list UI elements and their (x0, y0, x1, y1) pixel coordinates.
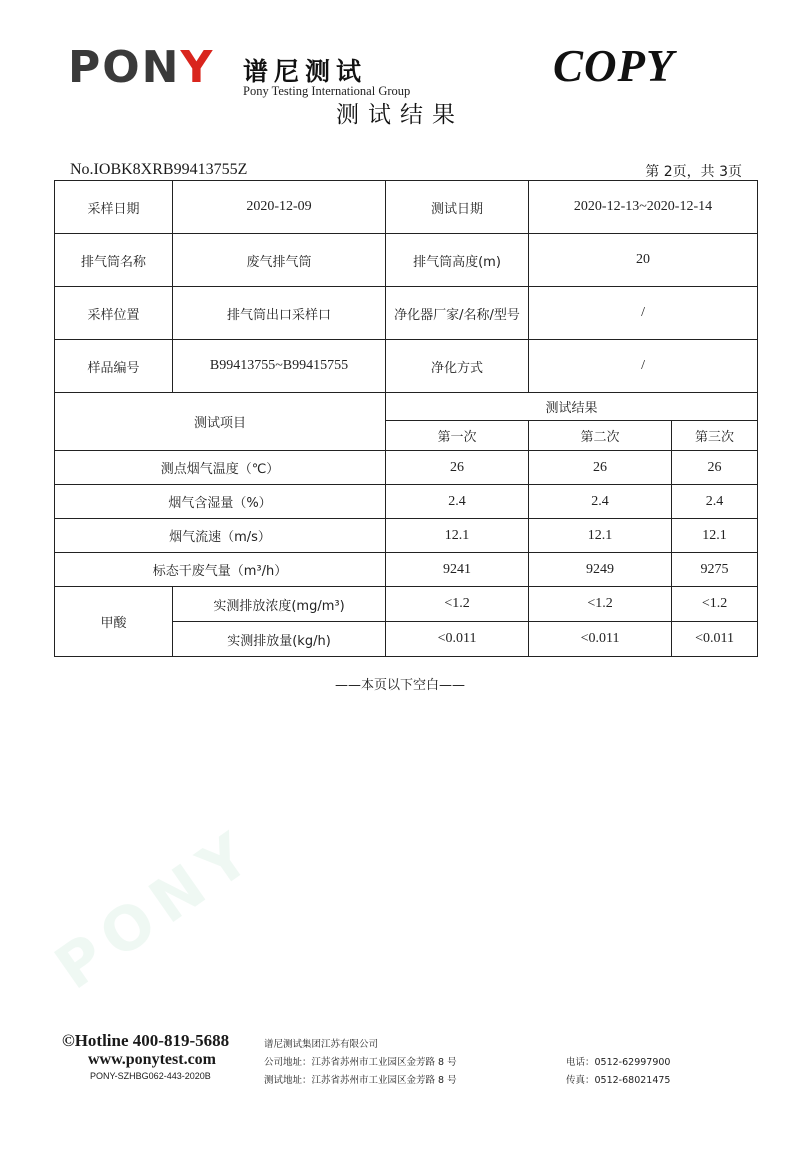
form-number: PONY-SZHBG062-443-2020B (90, 1071, 211, 1081)
end-of-page-marker: ——本页以下空白—— (334, 678, 465, 693)
result-value: 26 (529, 451, 672, 485)
info-value: B99413755~B99415755 (173, 340, 386, 393)
acid-item: 实测排放量(kg/h) (173, 622, 386, 657)
info-label: 排气筒名称 (55, 234, 173, 287)
info-label: 样品编号 (55, 340, 173, 393)
result-value: 26 (386, 451, 529, 485)
result-value: <1.2 (529, 587, 672, 622)
info-value: / (529, 287, 758, 340)
acid-name: 甲酸 (55, 587, 173, 657)
document-title: 测试结果 (336, 102, 464, 128)
result-item: 烟气流速（m/s） (55, 519, 386, 553)
result-value: 2.4 (386, 485, 529, 519)
result-value: <1.2 (672, 587, 758, 622)
result-row (55, 485, 758, 519)
info-label: 净化方式 (386, 340, 529, 393)
run-header: 第二次 (529, 421, 672, 451)
info-label: 采样位置 (55, 287, 173, 340)
result-value: 9241 (386, 553, 529, 587)
results-table (54, 180, 758, 657)
info-label: 排气筒高度(m) (386, 234, 529, 287)
info-value: 20 (529, 234, 758, 287)
info-label: 净化器厂家/名称/型号 (386, 287, 529, 340)
info-label: 测试日期 (386, 181, 529, 234)
result-item: 烟气含湿量（%） (55, 485, 386, 519)
run-header: 第三次 (672, 421, 758, 451)
result-row (55, 451, 758, 485)
result-value: <0.011 (672, 622, 758, 657)
company-name-en: Pony Testing International Group (243, 84, 411, 98)
result-value: 12.1 (672, 519, 758, 553)
page-info: 第 2页，共 3页 (645, 164, 742, 180)
company-name-cn: 谱尼测试 (243, 57, 368, 86)
result-value: 2.4 (672, 485, 758, 519)
fax: 传真：0512-68021475 (566, 1075, 671, 1086)
footer-company: 谱尼测试集团江苏有限公司 (264, 1039, 379, 1050)
result-row (55, 519, 758, 553)
company-logo: PONY (68, 42, 215, 93)
result-value: 2.4 (529, 485, 672, 519)
result-value: 26 (672, 451, 758, 485)
test-address: 测试地址：江苏省苏州市工业园区金芳路 8 号 (264, 1075, 457, 1086)
info-value: 废气排气筒 (173, 234, 386, 287)
acid-item: 实测排放浓度(mg/m³) (173, 587, 386, 622)
telephone: 电话：0512-62997900 (566, 1057, 671, 1068)
result-value: 9249 (529, 553, 672, 587)
acid-row (55, 587, 758, 622)
result-value: <0.011 (386, 622, 529, 657)
result-value: 9275 (672, 553, 758, 587)
run-header: 第一次 (386, 421, 529, 451)
website-link[interactable]: www.ponytest.com (88, 1051, 216, 1068)
test-item-header: 测试项目 (55, 393, 386, 451)
result-value: 12.1 (386, 519, 529, 553)
info-row (55, 287, 758, 340)
result-item: 测点烟气温度（℃） (55, 451, 386, 485)
copy-stamp: COPY (553, 41, 675, 91)
info-row (55, 181, 758, 234)
info-label: 采样日期 (55, 181, 173, 234)
report-number: No.IOBK8XRB99413755Z (70, 161, 248, 178)
info-value: 2020-12-09 (173, 181, 386, 234)
result-item: 标态干废气量（m³/h） (55, 553, 386, 587)
result-value: <0.011 (529, 622, 672, 657)
info-value: 排气筒出口采样口 (173, 287, 386, 340)
info-row (55, 340, 758, 393)
copyright-icon: © (62, 1031, 75, 1050)
result-row (55, 553, 758, 587)
results-header-row (55, 393, 758, 421)
background-watermark: PONY (42, 814, 271, 1004)
hotline-text: Hotline 400-819-5688 (74, 1031, 230, 1050)
test-result-header: 测试结果 (386, 393, 758, 421)
info-value: / (529, 340, 758, 393)
result-value: 12.1 (529, 519, 672, 553)
info-value: 2020-12-13~2020-12-14 (529, 181, 758, 234)
hotline (62, 1031, 229, 1051)
result-value: <1.2 (386, 587, 529, 622)
office-address: 公司地址：江苏省苏州市工业园区金芳路 8 号 (264, 1057, 457, 1068)
info-row (55, 234, 758, 287)
